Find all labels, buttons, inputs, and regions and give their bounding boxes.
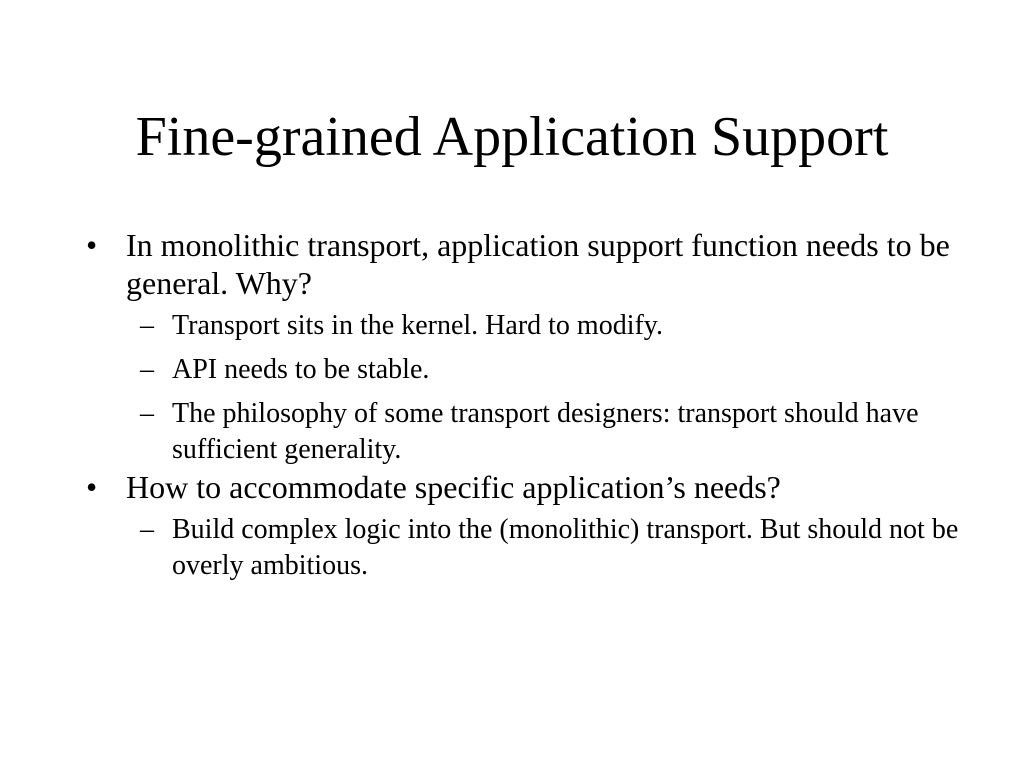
dash-icon: – [140,310,154,341]
bullet-point-1 [86,226,966,468]
sub-bullet-text: The philosophy of some transport designers: transport should have sufficient generality. [172,398,919,465]
sub-bullet-text: API needs to be stable. [172,354,430,385]
bullet-text: In monolithic transport, application support function needs to be general. Why? [126,227,950,301]
sub-bullet-item [86,308,966,344]
sub-bullet-text: Transport sits in the kernel. Hard to modify. [172,310,663,341]
sub-bullet-text: Build complex logic into the (monolithic) transport. But should not be overly ambitious. [172,514,959,581]
dash-icon: – [140,398,154,429]
bullet-icon: • [86,469,98,505]
sub-bullet-list [86,308,966,468]
bullet-icon: • [86,227,98,263]
bullet-point-2 [86,468,966,584]
bullet-text: How to accommodate specific application’s needs? [126,469,781,505]
sub-bullet-item [86,396,966,468]
sub-bullet-list [86,512,966,584]
slide-title: Fine-grained Application Support [135,106,889,168]
dash-icon: – [140,514,154,545]
dash-icon: – [140,354,154,385]
sub-bullet-item [86,352,966,388]
bullet-item [86,468,966,506]
bullet-item [86,226,966,302]
sub-bullet-item [86,512,966,584]
slide-body [86,226,966,584]
